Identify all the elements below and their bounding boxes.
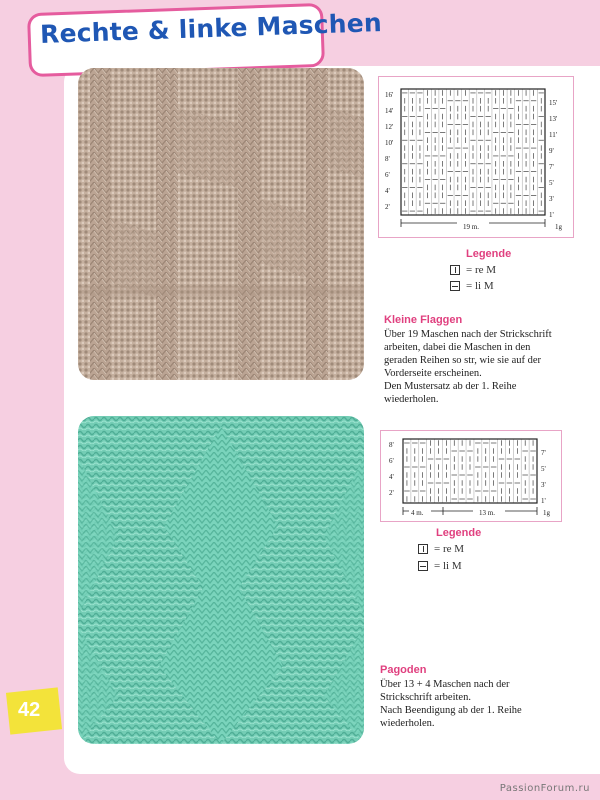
legend-title: Legende: [466, 248, 512, 260]
legend-item-knit: [450, 264, 496, 276]
knit-symbol-icon: [450, 265, 460, 275]
watermark: PassionForum.ru: [499, 783, 590, 794]
row-label-right: 5': [549, 179, 554, 187]
page-number: 42: [18, 699, 41, 721]
legend-item-purl: [450, 280, 494, 292]
knit-symbol-icon: [418, 544, 428, 554]
legend-text: = re M: [466, 264, 497, 276]
row-label-right: 1': [549, 211, 554, 219]
knitting-chart-kleine-flaggen: [378, 76, 574, 238]
legend-item-knit: [418, 543, 464, 555]
legend-title: Legende: [436, 527, 482, 539]
description-line: wiederholen.: [384, 394, 439, 405]
legend-item-purl: [418, 560, 462, 572]
row-label-left: 4': [389, 473, 394, 481]
row-label-right: 11': [549, 131, 558, 139]
chart-grid: [379, 77, 573, 237]
knitting-chart-pagoden: [380, 430, 562, 522]
pattern-name: Pagoden: [380, 664, 427, 676]
purl-symbol-icon: [418, 561, 428, 571]
row-label-right: 3': [549, 195, 554, 203]
legend-text: = li M: [434, 560, 462, 572]
row-label-left: 2': [389, 489, 394, 497]
stitch-count-label: 4 m.: [411, 509, 424, 517]
chart-grid: [381, 431, 561, 521]
row-label-right: 9': [549, 147, 554, 155]
row-label-left: 14': [385, 107, 394, 115]
row-label-left: 12': [385, 123, 394, 131]
swatch-photo-kleine-flaggen: [78, 68, 364, 380]
row-label-right: 5': [541, 465, 546, 473]
row-label-right: 1': [541, 497, 546, 505]
row-label-left: 10': [385, 139, 394, 147]
stitch-count-label: 13 m.: [479, 509, 495, 517]
row-label-right: 7': [549, 163, 554, 171]
row-label-right: 7': [541, 449, 546, 457]
row-label-left: 8': [385, 155, 390, 163]
description-line: wiederholen.: [380, 718, 435, 729]
purl-symbol-icon: [450, 281, 460, 291]
pattern-name: Kleine Flaggen: [384, 314, 463, 326]
pattern-description: [380, 678, 522, 730]
row-label-right: 3': [541, 481, 546, 489]
row-label-left: 6': [389, 457, 394, 465]
description-line: Strickschrift arbeiten.: [380, 692, 471, 703]
row-label-right: 13': [549, 115, 558, 123]
pattern-description: [384, 328, 552, 406]
row-label-left: 4': [385, 187, 390, 195]
corner-label: 1g: [555, 223, 562, 231]
description-line: Den Mustersatz ab der 1. Reihe: [384, 381, 517, 392]
row-label-left: 2': [385, 203, 390, 211]
description-line: Vorderseite erscheinen.: [384, 368, 482, 379]
description-line: arbeiten, dabei die Maschen in den: [384, 342, 531, 353]
description-line: geraden Reihen so str, wie sie auf der: [384, 355, 542, 366]
description-line: Nach Beendigung ab der 1. Reihe: [380, 705, 522, 716]
row-label-left: 16': [385, 91, 394, 99]
description-line: Über 13 + 4 Maschen nach der: [380, 679, 510, 690]
row-label-left: 8': [389, 441, 394, 449]
stitch-count-label: 19 m.: [463, 223, 479, 231]
swatch-photo-pagoden: [78, 416, 364, 744]
legend-text: = li M: [466, 280, 494, 292]
legend-text: = re M: [434, 543, 465, 555]
corner-label: 1g: [543, 509, 550, 517]
description-line: Über 19 Maschen nach der Strickschrift: [384, 329, 552, 340]
row-label-right: 15': [549, 99, 558, 107]
page-title: Rechte & linke Maschen: [39, 8, 383, 49]
row-label-left: 6': [385, 171, 390, 179]
